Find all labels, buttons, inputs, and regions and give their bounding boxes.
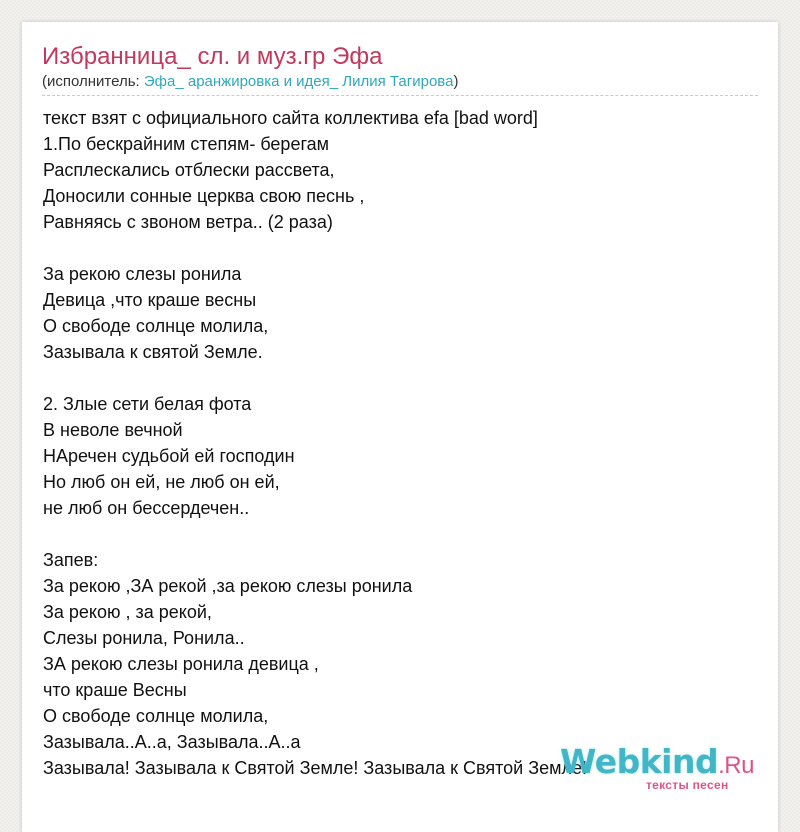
lyric-line: За рекою ,ЗА рекой ,за рекою слезы ронила	[43, 576, 413, 596]
lyric-line: О свободе солнце молила,	[43, 706, 269, 726]
performer-link[interactable]: Эфа_ аранжировка и идея_ Лилия Тагирова	[143, 73, 454, 90]
lyric-line: Запев:	[43, 550, 99, 570]
performer-prefix: (исполнитель:	[42, 73, 144, 90]
lyric-line: Равняясь с звоном ветра.. (2 раза)	[43, 212, 333, 232]
lyric-line: Зазывала..А..а, Зазывала..А..а	[43, 732, 301, 752]
lyric-line: Расплескались отблески рассвета,	[43, 160, 335, 180]
lyric-blank-line	[43, 365, 763, 391]
lyric-line: Доносили сонные церква свою песнь ,	[43, 186, 365, 206]
lyric-line: Зазывала к святой Земле.	[43, 342, 263, 362]
lyric-line: НАречен судьбой ей господин	[43, 446, 295, 466]
lyric-blank-line	[43, 235, 763, 261]
lyric-line: Но люб он ей, не люб он ей,	[43, 472, 280, 492]
lyric-line: О свободе солнце молила,	[43, 316, 269, 336]
lyric-line: 2. Злые сети белая фота	[43, 394, 252, 414]
song-title: Избранница_ сл. и муз.гр Эфа	[42, 43, 383, 70]
lyric-line: Зазывала! Зазывала к Святой Земле! Зазывала к Святой Земле!	[43, 758, 587, 778]
header-divider	[42, 95, 758, 96]
lyric-blank-line	[43, 521, 763, 547]
lyrics-text	[43, 105, 763, 781]
logo-tagline: тексты песен	[646, 778, 729, 792]
lyric-line: ЗА рекою слезы ронила девица ,	[43, 654, 319, 674]
lyric-line: В неволе вечной	[43, 420, 183, 440]
performer-suffix: )	[453, 73, 459, 90]
performer-line	[42, 72, 458, 92]
lyric-line: текст взят с официального сайта коллектива efa [bad word]	[43, 108, 538, 128]
lyric-line: не люб он бессердечен..	[43, 498, 250, 518]
logo-tld: .Ru	[718, 752, 754, 779]
lyric-line: За рекою слезы ронила	[43, 264, 242, 284]
lyric-line: Слезы ронила, Ронила..	[43, 628, 245, 648]
lyric-line: что краше Весны	[43, 680, 187, 700]
lyric-line: 1.По бескрайним степям- берегам	[43, 134, 330, 154]
webkind-watermark	[560, 742, 760, 806]
logo-brand: Webkind	[560, 742, 719, 781]
lyric-line: За рекою , за рекой,	[43, 602, 212, 622]
lyric-line: Девица ,что краше весны	[43, 290, 257, 310]
song-card	[22, 22, 778, 832]
